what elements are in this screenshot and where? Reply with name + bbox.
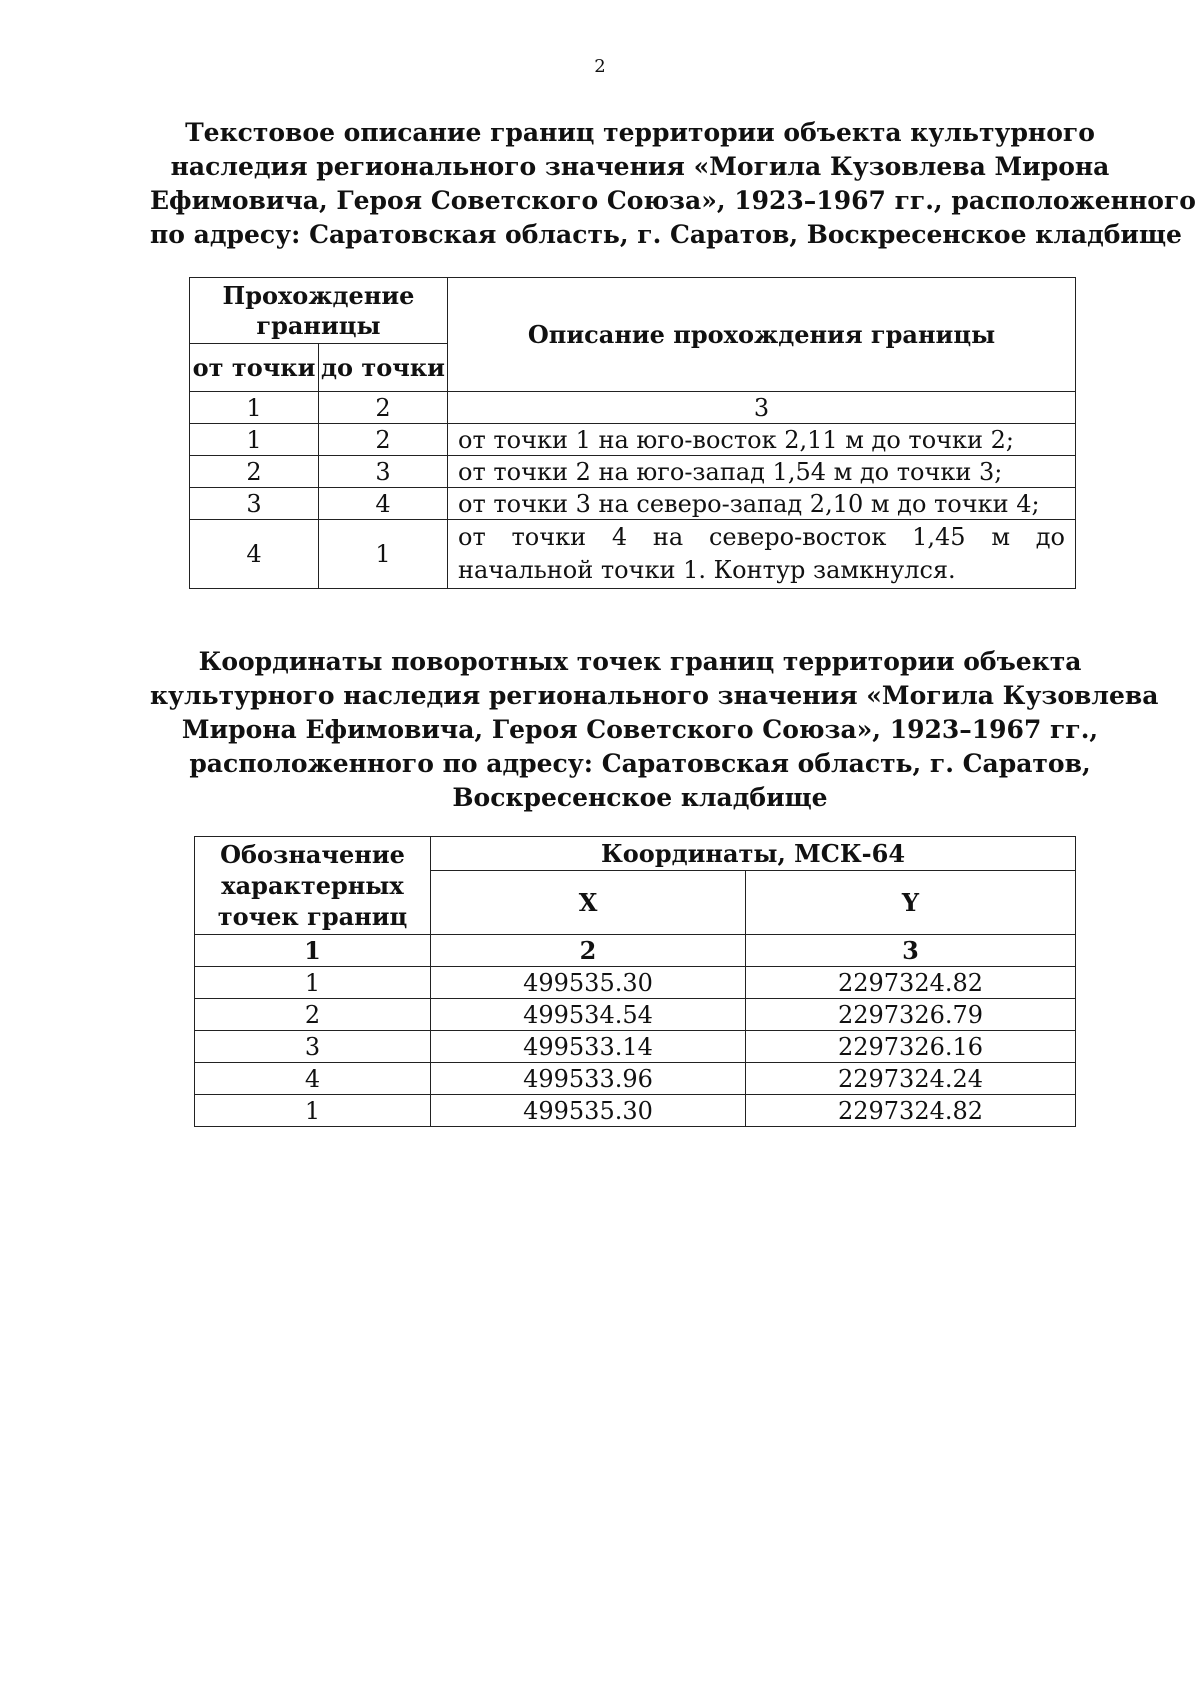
point-id: 4 xyxy=(195,1063,431,1095)
table-row xyxy=(195,1063,1076,1095)
header-point-designation: Обозначение характерных точек границ xyxy=(195,837,431,935)
y-coordinate: 2297326.79 xyxy=(746,999,1076,1031)
x-coordinate: 499535.30 xyxy=(431,967,746,999)
y-coordinate: 2297324.82 xyxy=(746,967,1076,999)
to-point: 3 xyxy=(319,456,448,488)
from-point: 3 xyxy=(190,488,319,520)
title-line: Мирона Ефимовича, Героя Советского Союза», 1923–1967 гг., xyxy=(181,715,1099,744)
column-number: 1 xyxy=(190,392,319,424)
column-number: 2 xyxy=(319,392,448,424)
from-point: 2 xyxy=(190,456,319,488)
header-to-point: до точки xyxy=(319,344,448,392)
title-line: расположенного по адресу: Саратовская область, г. Саратов, xyxy=(189,749,1091,778)
coordinates-table xyxy=(194,836,1076,1127)
table-row xyxy=(195,1031,1076,1063)
boundary-description-table xyxy=(189,277,1076,589)
header-x: X xyxy=(431,871,746,935)
from-point: 4 xyxy=(190,520,319,589)
page-number: 2 xyxy=(594,56,606,77)
boundary-description: от точки 1 на юго-восток 2,11 м до точки 2; xyxy=(448,424,1076,456)
to-point: 2 xyxy=(319,424,448,456)
point-id: 3 xyxy=(195,1031,431,1063)
to-point: 4 xyxy=(319,488,448,520)
column-number: 3 xyxy=(448,392,1076,424)
table-row xyxy=(195,967,1076,999)
table-row xyxy=(190,488,1076,520)
title-line: наследия регионального значения «Могила Кузовлева Мирона xyxy=(170,152,1110,181)
y-coordinate: 2297326.16 xyxy=(746,1031,1076,1063)
x-coordinate: 499533.96 xyxy=(431,1063,746,1095)
column-number: 3 xyxy=(746,935,1076,967)
title-line: Воскресенское кладбище xyxy=(452,783,828,812)
to-point: 1 xyxy=(319,520,448,589)
boundary-description: от точки 4 на северо-восток 1,45 м до начальной точки 1. Контур замкнулся. xyxy=(448,520,1076,589)
x-coordinate: 499535.30 xyxy=(431,1095,746,1127)
table-row xyxy=(190,456,1076,488)
coordinates-title xyxy=(150,645,1159,815)
table-row xyxy=(195,1095,1076,1127)
header-coordinates: Координаты, МСК-64 xyxy=(431,837,1076,871)
column-number: 2 xyxy=(431,935,746,967)
header-from-point: от точки xyxy=(190,344,319,392)
header-y: Y xyxy=(746,871,1076,935)
header-boundary-passage: Прохождение границы xyxy=(190,278,448,344)
point-id: 1 xyxy=(195,1095,431,1127)
boundary-description-title xyxy=(150,116,1196,252)
title-line: по адресу: Саратовская область, г. Саратов, Воскресенское кладбище xyxy=(150,220,1182,249)
title-line: культурного наследия регионального значения «Могила Кузовлева xyxy=(150,681,1159,710)
y-coordinate: 2297324.82 xyxy=(746,1095,1076,1127)
table-row xyxy=(195,999,1076,1031)
header-description: Описание прохождения границы xyxy=(448,278,1076,392)
table-row xyxy=(190,424,1076,456)
x-coordinate: 499534.54 xyxy=(431,999,746,1031)
table-row xyxy=(190,520,1076,589)
title-line: Координаты поворотных точек границ территории объекта xyxy=(198,647,1082,676)
from-point: 1 xyxy=(190,424,319,456)
boundary-description: от точки 2 на юго-запад 1,54 м до точки 3; xyxy=(448,456,1076,488)
title-line: Ефимовича, Героя Советского Союза», 1923–1967 гг., расположенного xyxy=(150,186,1196,215)
column-number: 1 xyxy=(195,935,431,967)
title-line: Текстовое описание границ территории объекта культурного xyxy=(185,118,1095,147)
x-coordinate: 499533.14 xyxy=(431,1031,746,1063)
point-id: 2 xyxy=(195,999,431,1031)
y-coordinate: 2297324.24 xyxy=(746,1063,1076,1095)
boundary-description: от точки 3 на северо-запад 2,10 м до точки 4; xyxy=(448,488,1076,520)
point-id: 1 xyxy=(195,967,431,999)
